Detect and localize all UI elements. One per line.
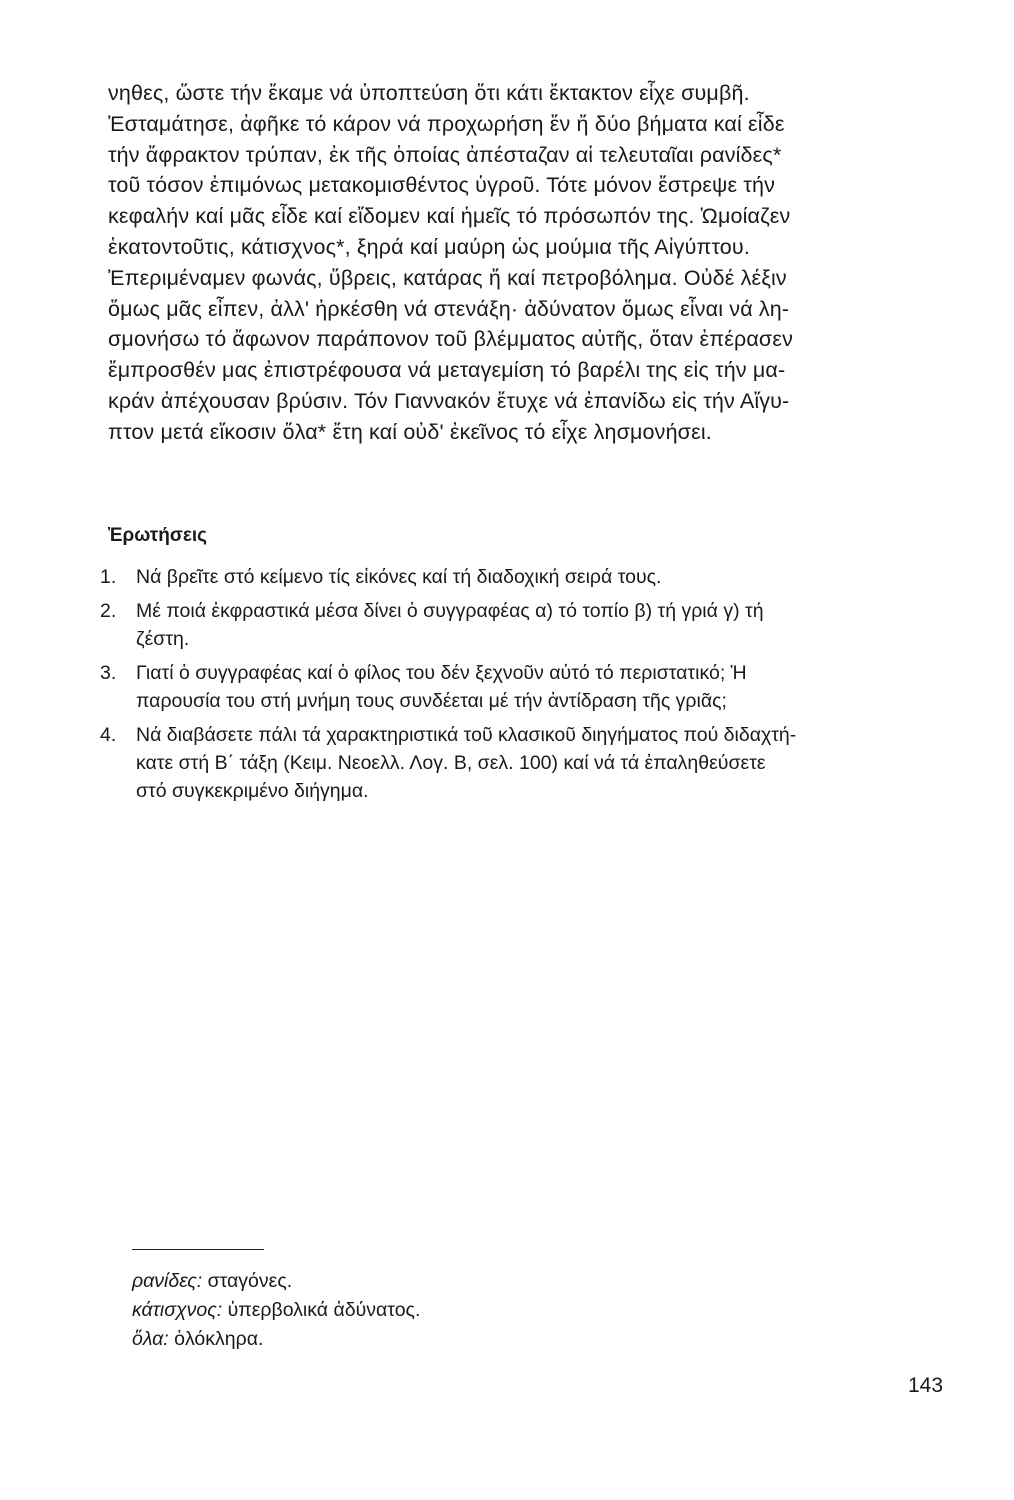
footnote-definition: σταγόνες. [202,1270,293,1292]
question-number: 2. [100,600,117,622]
body-line: τήν ἄφρακτον τρύπαν, ἐκ τῆς ὁποίας ἀπέσταζαν αἱ τελευταῖαι ρανίδες* [108,142,782,167]
question-text: κατε στή Β΄ τάξη (Κειμ. Νεοελλ. Λογ. Β, σελ. 100) καί νά τά ἐπαληθεύσετε [136,752,766,774]
question-text: Μέ ποιά ἐκφραστικά μέσα δίνει ὁ συγγραφέας α) τό τοπίο β) τή γριά γ) τή [136,600,764,622]
footnote [132,1267,420,1296]
body-line: νηθες, ὥστε τήν ἔκαμε νά ὑποπτεύση ὅτι κάτι ἔκτακτον εἶχε συμβῆ. [108,81,750,105]
question-text: παρουσία του στή μνήμη τους συνδέεται μέ τήν ἀντίδραση τῆς γριᾶς; [136,690,727,712]
body-line: τοῦ τόσον ἐπιμόνως μετακομισθέντος ὑγροῦ. Τότε μόνον ἔστρεψε τήν [108,173,776,198]
body-line: σμονήσω τό ἄφωνον παράπονον τοῦ βλέμματος αὐτῆς, ὅταν ἐπέρασεν [108,327,793,352]
footnote [132,1296,420,1325]
footnote-definition: ὑπερβολικά ἀδύνατος. [222,1299,421,1321]
question-text: Νά διαβάσετε πάλι τά χαρακτηριστικά τοῦ κλασικοῦ διηγήματος πού διδαχτή- [136,724,797,746]
body-line: κράν ἀπέχουσαν βρύσιν. Τόν Γιαννακόν ἔτυχε νά ἐπανίδω εἰς τήν Αἴγυ- [108,388,790,413]
questions-heading: Ἐρωτήσεις [108,525,208,546]
question-text: ζέστη. [136,628,190,650]
questions-list [100,563,960,811]
body-line: ἔμπροσθέν μας ἐπιστρέφουσα νά μεταγεμίση τό βαρέλι της εἰς τήν μα- [108,358,786,383]
footnote-term: ὅλα: [132,1328,169,1350]
footnote [132,1325,420,1354]
footnote-definition: ὁλόκληρα. [168,1328,264,1350]
question-item [100,563,960,591]
question-number: 4. [100,724,117,746]
body-line: Ἐσταμάτησε, ἀφῆκε τό κάρον νά προχωρήση ἕν ἤ δύο βήματα καί εἶδε [108,111,785,136]
footnote-term: ρανίδες: [132,1270,203,1292]
body-line: πτον μετά εἴκοσιν ὅλα* ἔτη καί οὐδ' ἐκεῖνος τό εἶχε λησμονήσει. [108,419,712,444]
body-line: κεφαλήν καί μᾶς εἶδε καί εἴδομεν καί ἡμεῖς τό πρόσωπόν της. Ὡμοίαζεν [108,204,791,229]
question-number: 3. [100,662,117,684]
body-line: ὅμως μᾶς εἶπεν, ἀλλ' ἠρκέσθη νά στενάξη· ἀδύνατον ὅμως εἶναι νά λη- [108,296,790,321]
question-text: Γιατί ὁ συγγραφέας καί ὁ φίλος του δέν ξεχνοῦν αὐτό τό περιστατικό; Ἡ [136,662,747,684]
body-line: ἑκατοντοῦτις, κάτισχνος*, ξηρά καί μαύρη ὡς μούμια τῆς Αἰγύπτου. [108,234,750,259]
question-item [100,721,960,805]
question-text: Νά βρεῖτε στό κείμενο τίς εἰκόνες καί τή διαδοχική σειρά τους. [136,566,662,588]
body-paragraph [108,78,960,448]
body-line: Ἐπεριμέναμεν φωνάς, ὕβρεις, κατάρας ἤ καί πετροβόλημα. Οὐδέ λέξιν [108,265,787,290]
question-text: στό συγκεκριμένο διήγημα. [136,780,369,802]
footnote-divider [132,1249,264,1250]
page-number: 143 [908,1374,944,1397]
question-number: 1. [100,566,117,588]
footnotes-list [132,1267,420,1354]
question-item [100,597,960,653]
footnote-term: κάτισχνος: [132,1299,223,1321]
question-item [100,659,960,715]
